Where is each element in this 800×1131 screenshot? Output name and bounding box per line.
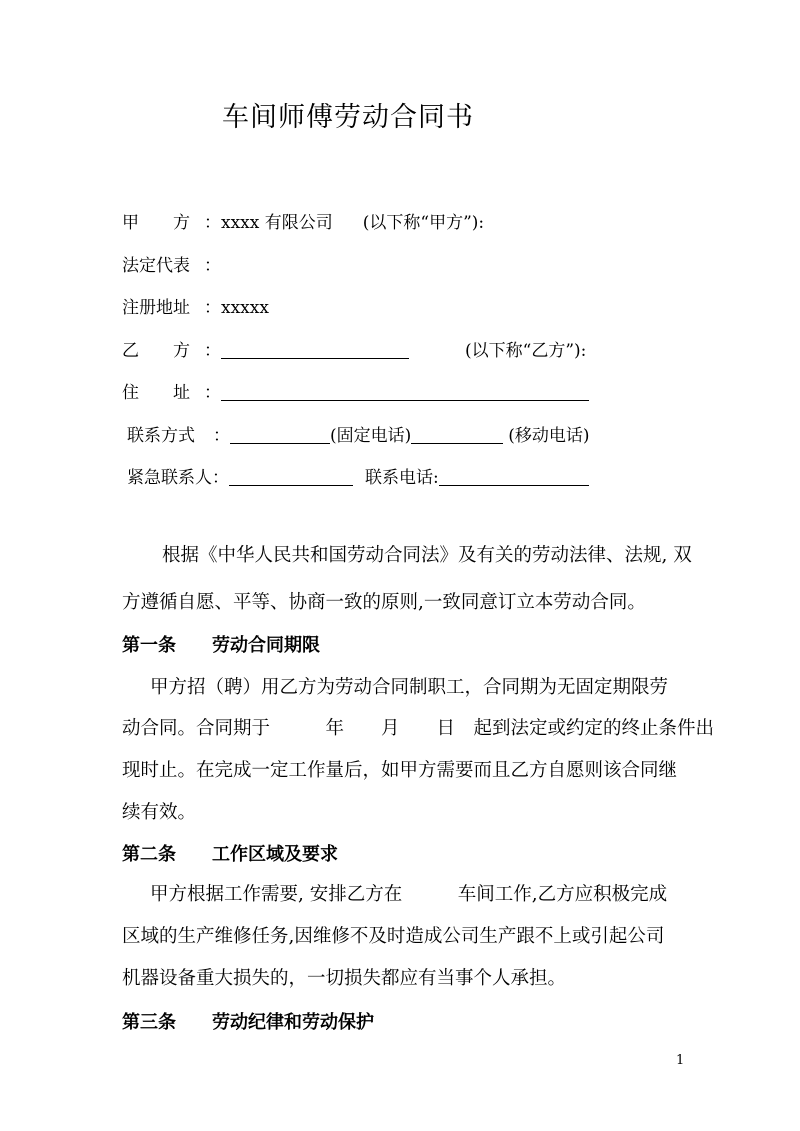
fixed-phone-label: (固定电话) [330,426,412,446]
mobile-phone-label: (移动电话) [508,426,590,446]
party-a-suffix: (以下称“甲方”): [362,213,485,233]
article-2-heading: 第二条 工作区域及要求 [122,844,338,865]
article-2-line-1: 甲方根据工作需要, 安排乙方在 车间工作,乙方应积极完成 [150,884,668,905]
contact-row [127,423,590,449]
party-b-suffix: (以下称“乙方”): [465,341,587,361]
mobile-phone-blank [411,425,503,444]
party-a-label-2: 方 [173,213,190,233]
document-title: 车间师傅劳动合同书 [222,102,474,133]
article-3-heading: 第三条 劳动纪律和劳动保护 [122,1012,374,1033]
legal-rep-colon: ： [204,256,221,276]
party-a-value: xxxx 有限公司 [221,213,333,233]
page-number: 1 [676,1053,685,1068]
preamble-line-2: 方遵循自愿、平等、协商一致的原则,一致同意订立本劳动合同。 [122,592,646,613]
fixed-phone-blank [230,425,330,444]
article-1-line-2: 动合同。合同期于 年 月 日 起到法定或约定的终止条件出 [122,718,715,739]
party-b-name-blank [221,340,409,359]
party-a-colon: ： [204,213,221,233]
contact-colon: ： [213,426,230,446]
reg-address-value: xxxxx [221,298,269,318]
party-b-row [122,338,586,364]
emergency-phone-blank [439,467,589,486]
emergency-phone-label: 联系电话: [365,468,439,488]
reg-address-label: 注册地址 [122,298,190,318]
address-label-2: 址 [173,383,190,403]
party-a-label-1: 甲 [122,213,139,233]
party-b-label-1: 乙 [122,341,139,361]
article-1-line-4: 续有效。 [122,802,197,823]
address-colon: ： [204,383,221,403]
reg-address-colon: ： [204,298,221,318]
emergency-label: 紧急联系人： [127,468,229,488]
party-b-colon: ： [204,341,221,361]
article-1-heading: 第一条 劳动合同期限 [122,635,320,656]
article-2-line-2: 区域的生产维修任务,因维修不及时造成公司生产跟不上或引起公司 [122,926,665,947]
emergency-name-blank [229,467,353,486]
emergency-row [127,465,589,491]
article-2-line-3: 机器设备重大损失的，一切损失都应有当事个人承担。 [122,968,567,989]
preamble-line-1: 根据《中华人民共和国劳动合同法》及有关的劳动法律、法规, 双 [162,545,692,566]
article-1-line-3: 现时止。在完成一定工作量后，如甲方需要而且乙方自愿则该合同继 [122,760,678,781]
party-b-label-2: 方 [173,341,190,361]
address-row [122,380,589,406]
article-1-line-1: 甲方招（聘）用乙方为劳动合同制职工，合同期为无固定期限劳 [150,677,669,698]
address-label-1: 住 [122,383,139,403]
address-blank [221,382,589,401]
legal-rep-row [122,253,221,279]
legal-rep-label: 法定代表 [122,256,190,276]
party-a-row [122,210,484,236]
reg-address-row [122,295,269,321]
contact-label: 联系方式 [127,426,195,446]
